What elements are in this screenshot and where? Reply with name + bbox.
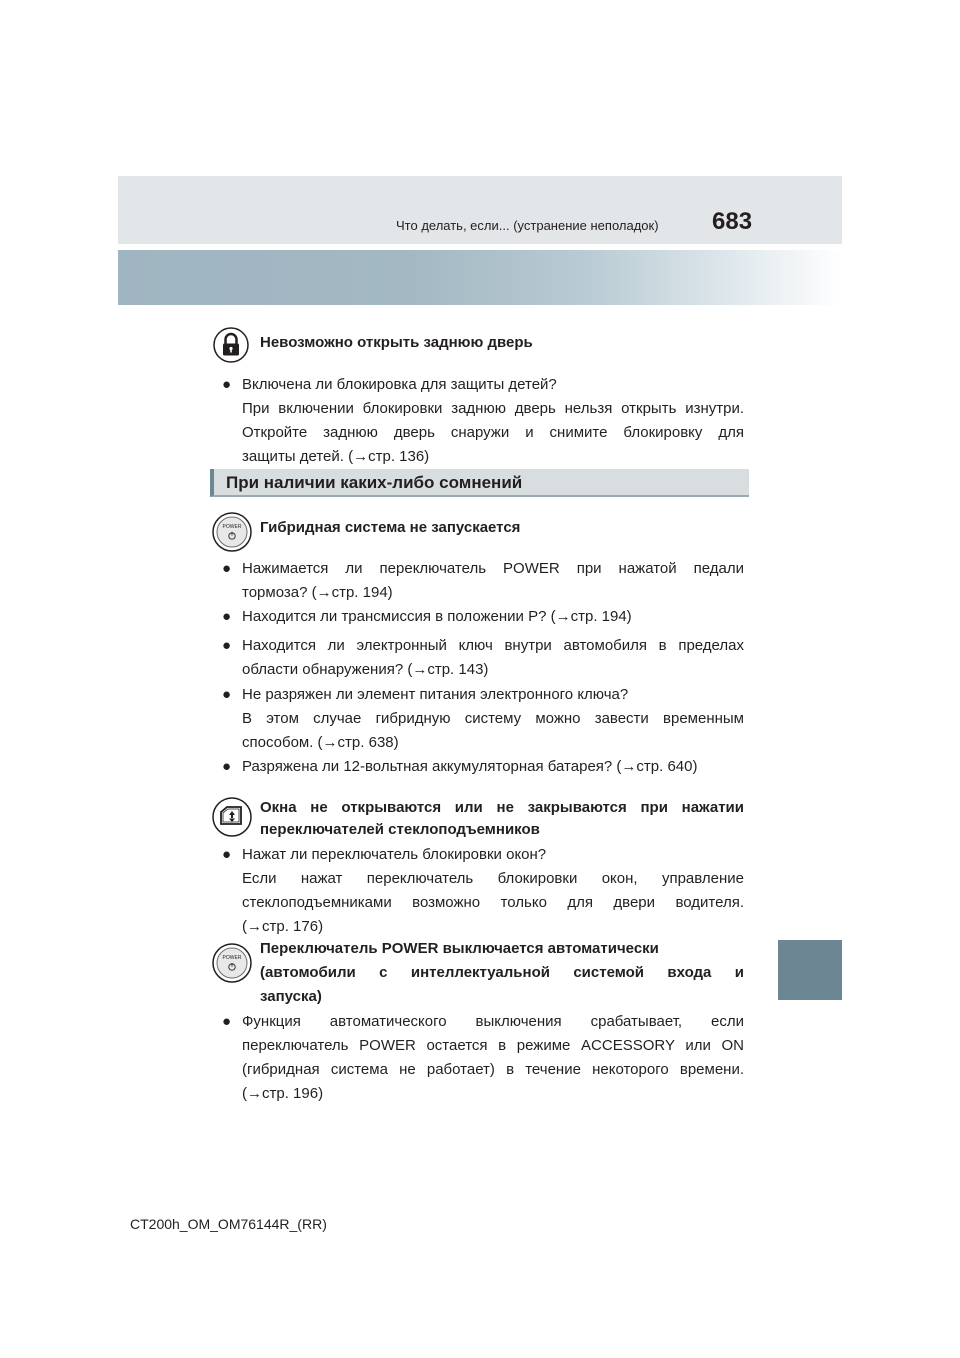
- power-button-icon: [212, 512, 252, 552]
- svg-text:POWER: POWER: [222, 524, 242, 530]
- list-item: ● Нажат ли переключатель блокировки окон? Если нажат переключатель блокировки окон, управление стеклоподъемниками возможно только для двери водителя. (→стр. 176): [222, 843, 744, 939]
- document-code: CT200h_OM_OM76144R_(RR): [130, 1216, 327, 1232]
- lock-icon: [213, 327, 249, 363]
- bullet-icon: ●: [222, 846, 232, 863]
- list-item: ● Находится ли электронный ключ внутри автомобиля в пределах области обнаружения? (→стр. 143): [222, 634, 744, 682]
- list-item: ● Не разряжен ли элемент питания электронного ключа? В этом случае гибридную систему можно завести временным способом. (→стр. 638): [222, 683, 744, 755]
- bullet-icon: ●: [222, 637, 232, 654]
- heading-hybrid-not-start: Гибридная система не запускается: [260, 519, 521, 536]
- bullet-icon: ●: [222, 758, 232, 775]
- power-button-icon: [212, 943, 252, 983]
- list-item: ● Находится ли трансмиссия в положении P? (→стр. 194): [222, 605, 744, 629]
- power-window-icon: [212, 797, 252, 837]
- bullet-icon: ●: [222, 686, 232, 703]
- heading-power-auto-off: Переключатель POWER выключается автоматически (автомобили с интеллектуальной системой входа и запуска): [260, 940, 744, 1005]
- heading-rear-door: Невозможно открыть заднюю дверь: [260, 334, 533, 351]
- page-number: 683: [712, 208, 753, 235]
- bullet-icon: ●: [222, 376, 232, 393]
- list-item: ● Включена ли блокировка для защиты детей? При включении блокировки заднюю дверь нельзя открыть изнутри. Откройте заднюю дверь снаружи и снимите блокировку для защиты детей. (→стр. 136): [222, 373, 744, 469]
- heading-windows: Окна не открываются или не закрываются при нажатии переключателей стеклоподъемников: [260, 799, 744, 838]
- section-header: [210, 469, 749, 497]
- chapter-side-tab: [778, 940, 842, 1000]
- bullet-icon: ●: [222, 608, 232, 625]
- header-gradient-bar: [118, 250, 842, 305]
- list-item: ● Разряжена ли 12-вольтная аккумуляторная батарея? (→стр. 640): [222, 755, 744, 779]
- list-item: ● Нажимается ли переключатель POWER при нажатой педали тормоза? (→стр. 194): [222, 557, 744, 605]
- svg-text:POWER: POWER: [222, 955, 242, 961]
- bullet-icon: ●: [222, 1013, 232, 1030]
- bullet-icon: ●: [222, 560, 232, 577]
- list-item: ● Функция автоматического выключения срабатывает, если переключатель POWER остается в режиме ACCESSORY или ON (гибридная система не работает) в течение некоторого времени. (→стр. 196): [222, 1010, 744, 1106]
- section-title: При наличии каких-либо сомнений: [226, 473, 523, 492]
- chapter-title: Что делать, если... (устранение неполадок): [396, 218, 659, 233]
